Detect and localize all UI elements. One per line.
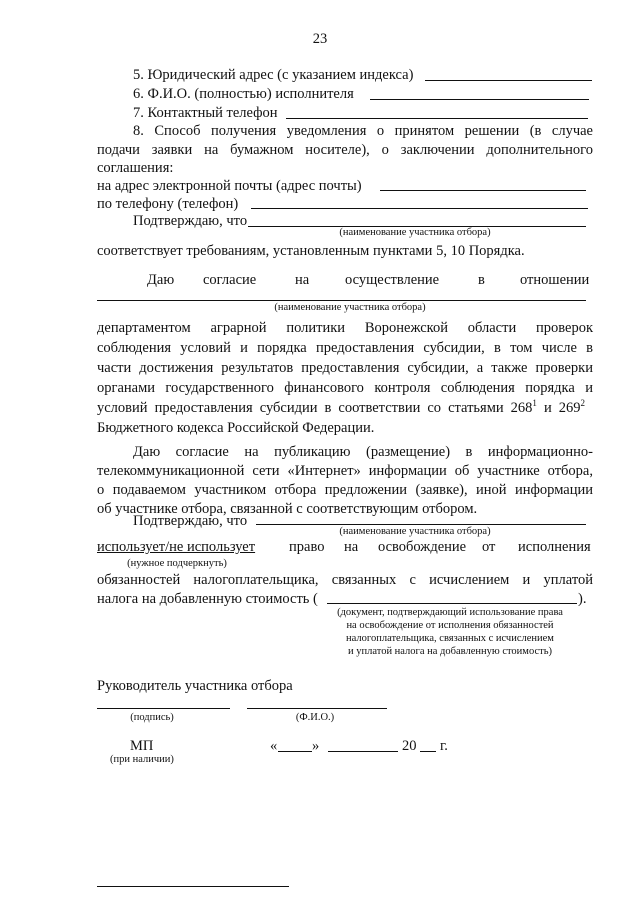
- date-month-line[interactable]: [328, 751, 398, 752]
- consent-word-6: отношении: [520, 272, 590, 288]
- page-number: 23: [312, 31, 328, 47]
- consent-line-6: Бюджетного кодекса Российской Федерации.: [97, 420, 375, 436]
- item-notification-line1: 8. Способ получения уведомления о принятом решении (в случае: [133, 123, 593, 139]
- item-contact-phone-label: 7. Контактный телефон: [133, 105, 278, 121]
- consent-word-4: осуществление: [345, 272, 440, 288]
- uses-option-text[interactable]: использует/не использует: [97, 539, 256, 555]
- publication-line-3: о подаваемом участником отбора предложении (заявке), иной информации: [97, 482, 593, 498]
- consent-line-4: органами государственного финансового контроля соблюдения порядка и: [97, 380, 593, 396]
- participant-name-caption-3: (наименование участника отбора): [339, 526, 491, 537]
- date-year-suffix: г.: [440, 738, 448, 754]
- signature-line[interactable]: [97, 708, 230, 709]
- phone-label: по телефону (телефон): [97, 196, 239, 212]
- date-close-quote: »: [312, 738, 320, 754]
- doc-caption-line-1: (документ, подтверждающий использование права: [337, 607, 563, 618]
- consent-line-5: условий предоставления субсидии в соответствии со статьями $268^1$ и $269^2$: [97, 398, 585, 416]
- executor-name-line[interactable]: [370, 99, 589, 100]
- legal-address-line[interactable]: [425, 80, 592, 81]
- item-notification-line2: подачи заявки на бумажном носителе), о заключении дополнительного: [97, 142, 593, 158]
- date-day-line[interactable]: [278, 751, 312, 752]
- item-notification-line3: соглашения:: [97, 160, 174, 176]
- email-label: на адрес электронной почты (адрес почты): [97, 178, 362, 194]
- tax-line-2: обязанностей налогоплательщика, связанных с исчислением и уплатой: [97, 572, 593, 588]
- head-title: Руководитель участника отбора: [97, 678, 293, 694]
- stamp-label: МП: [130, 738, 154, 754]
- tax-line-3-start: налога на добавленную стоимость (: [97, 591, 318, 607]
- fio-caption: (Ф.И.О.): [295, 712, 335, 723]
- doc-caption-line-4: и уплатой налога на добавленную стоимость): [348, 646, 552, 657]
- confirm-label-2: Подтверждаю, что: [133, 513, 248, 529]
- participant-name-caption-1: (наименование участника отбора): [339, 227, 491, 238]
- tax-word-6: исполнения: [518, 539, 591, 555]
- date-year-line[interactable]: [420, 751, 436, 752]
- publication-line-4: об участнике отбора, связанной с соответствующим отбором.: [97, 501, 478, 517]
- tax-word-5: от: [482, 539, 496, 555]
- signature-caption: (подпись): [130, 712, 174, 723]
- consent-line-3: части достижения результатов предоставления субсидии, а также проверки: [97, 360, 593, 376]
- contact-phone-line[interactable]: [286, 118, 588, 119]
- fio-line[interactable]: [247, 708, 387, 709]
- stamp-caption: (при наличии): [110, 754, 174, 765]
- footnote-separator: [97, 886, 289, 887]
- consent-word-3: на: [295, 272, 310, 288]
- consent-word-5: в: [478, 272, 485, 288]
- date-year-prefix: 20: [402, 738, 417, 754]
- consent-line-2: соблюдения условий и порядка предоставления субсидии, в том числе в: [97, 340, 593, 356]
- phone-line[interactable]: [251, 208, 588, 209]
- item-legal-address-label: 5. Юридический адрес (с указанием индекса): [133, 67, 414, 83]
- publication-line-1: Даю согласие на публикацию (размещение) в информационно-: [133, 444, 593, 460]
- doc-caption-line-3: налогоплательщика, связанных с исчислением: [346, 633, 554, 644]
- tax-word-4: освобождение: [378, 539, 467, 555]
- tax-line-3-end: ).: [578, 591, 587, 607]
- tax-document-line[interactable]: [327, 603, 577, 604]
- confirm-requirements-text: соответствует требованиям, установленным пунктами 5, 10 Порядка.: [97, 243, 525, 259]
- confirm-label: Подтверждаю, что: [133, 213, 248, 229]
- item-executor-name-label: 6. Ф.И.О. (полностью) исполнителя: [133, 86, 354, 102]
- tax-word-2: право: [289, 539, 325, 555]
- doc-caption-line-2: на освобождение от исполнения обязанностей: [346, 620, 554, 631]
- consent-word-2: согласие: [203, 272, 257, 288]
- consent-word-1: Даю: [147, 272, 175, 288]
- tax-word-3: на: [344, 539, 359, 555]
- date-open-quote: «: [270, 738, 278, 754]
- consent-line-1: департаментом аграрной политики Воронежской области проверок: [97, 320, 593, 336]
- email-line[interactable]: [380, 190, 586, 191]
- uses-caption: (нужное подчеркнуть): [127, 558, 227, 569]
- participant-name-caption-2: (наименование участника отбора): [274, 302, 426, 313]
- publication-line-2: телекоммуникационной сети «Интернет» информации об участнике отбора,: [97, 463, 593, 479]
